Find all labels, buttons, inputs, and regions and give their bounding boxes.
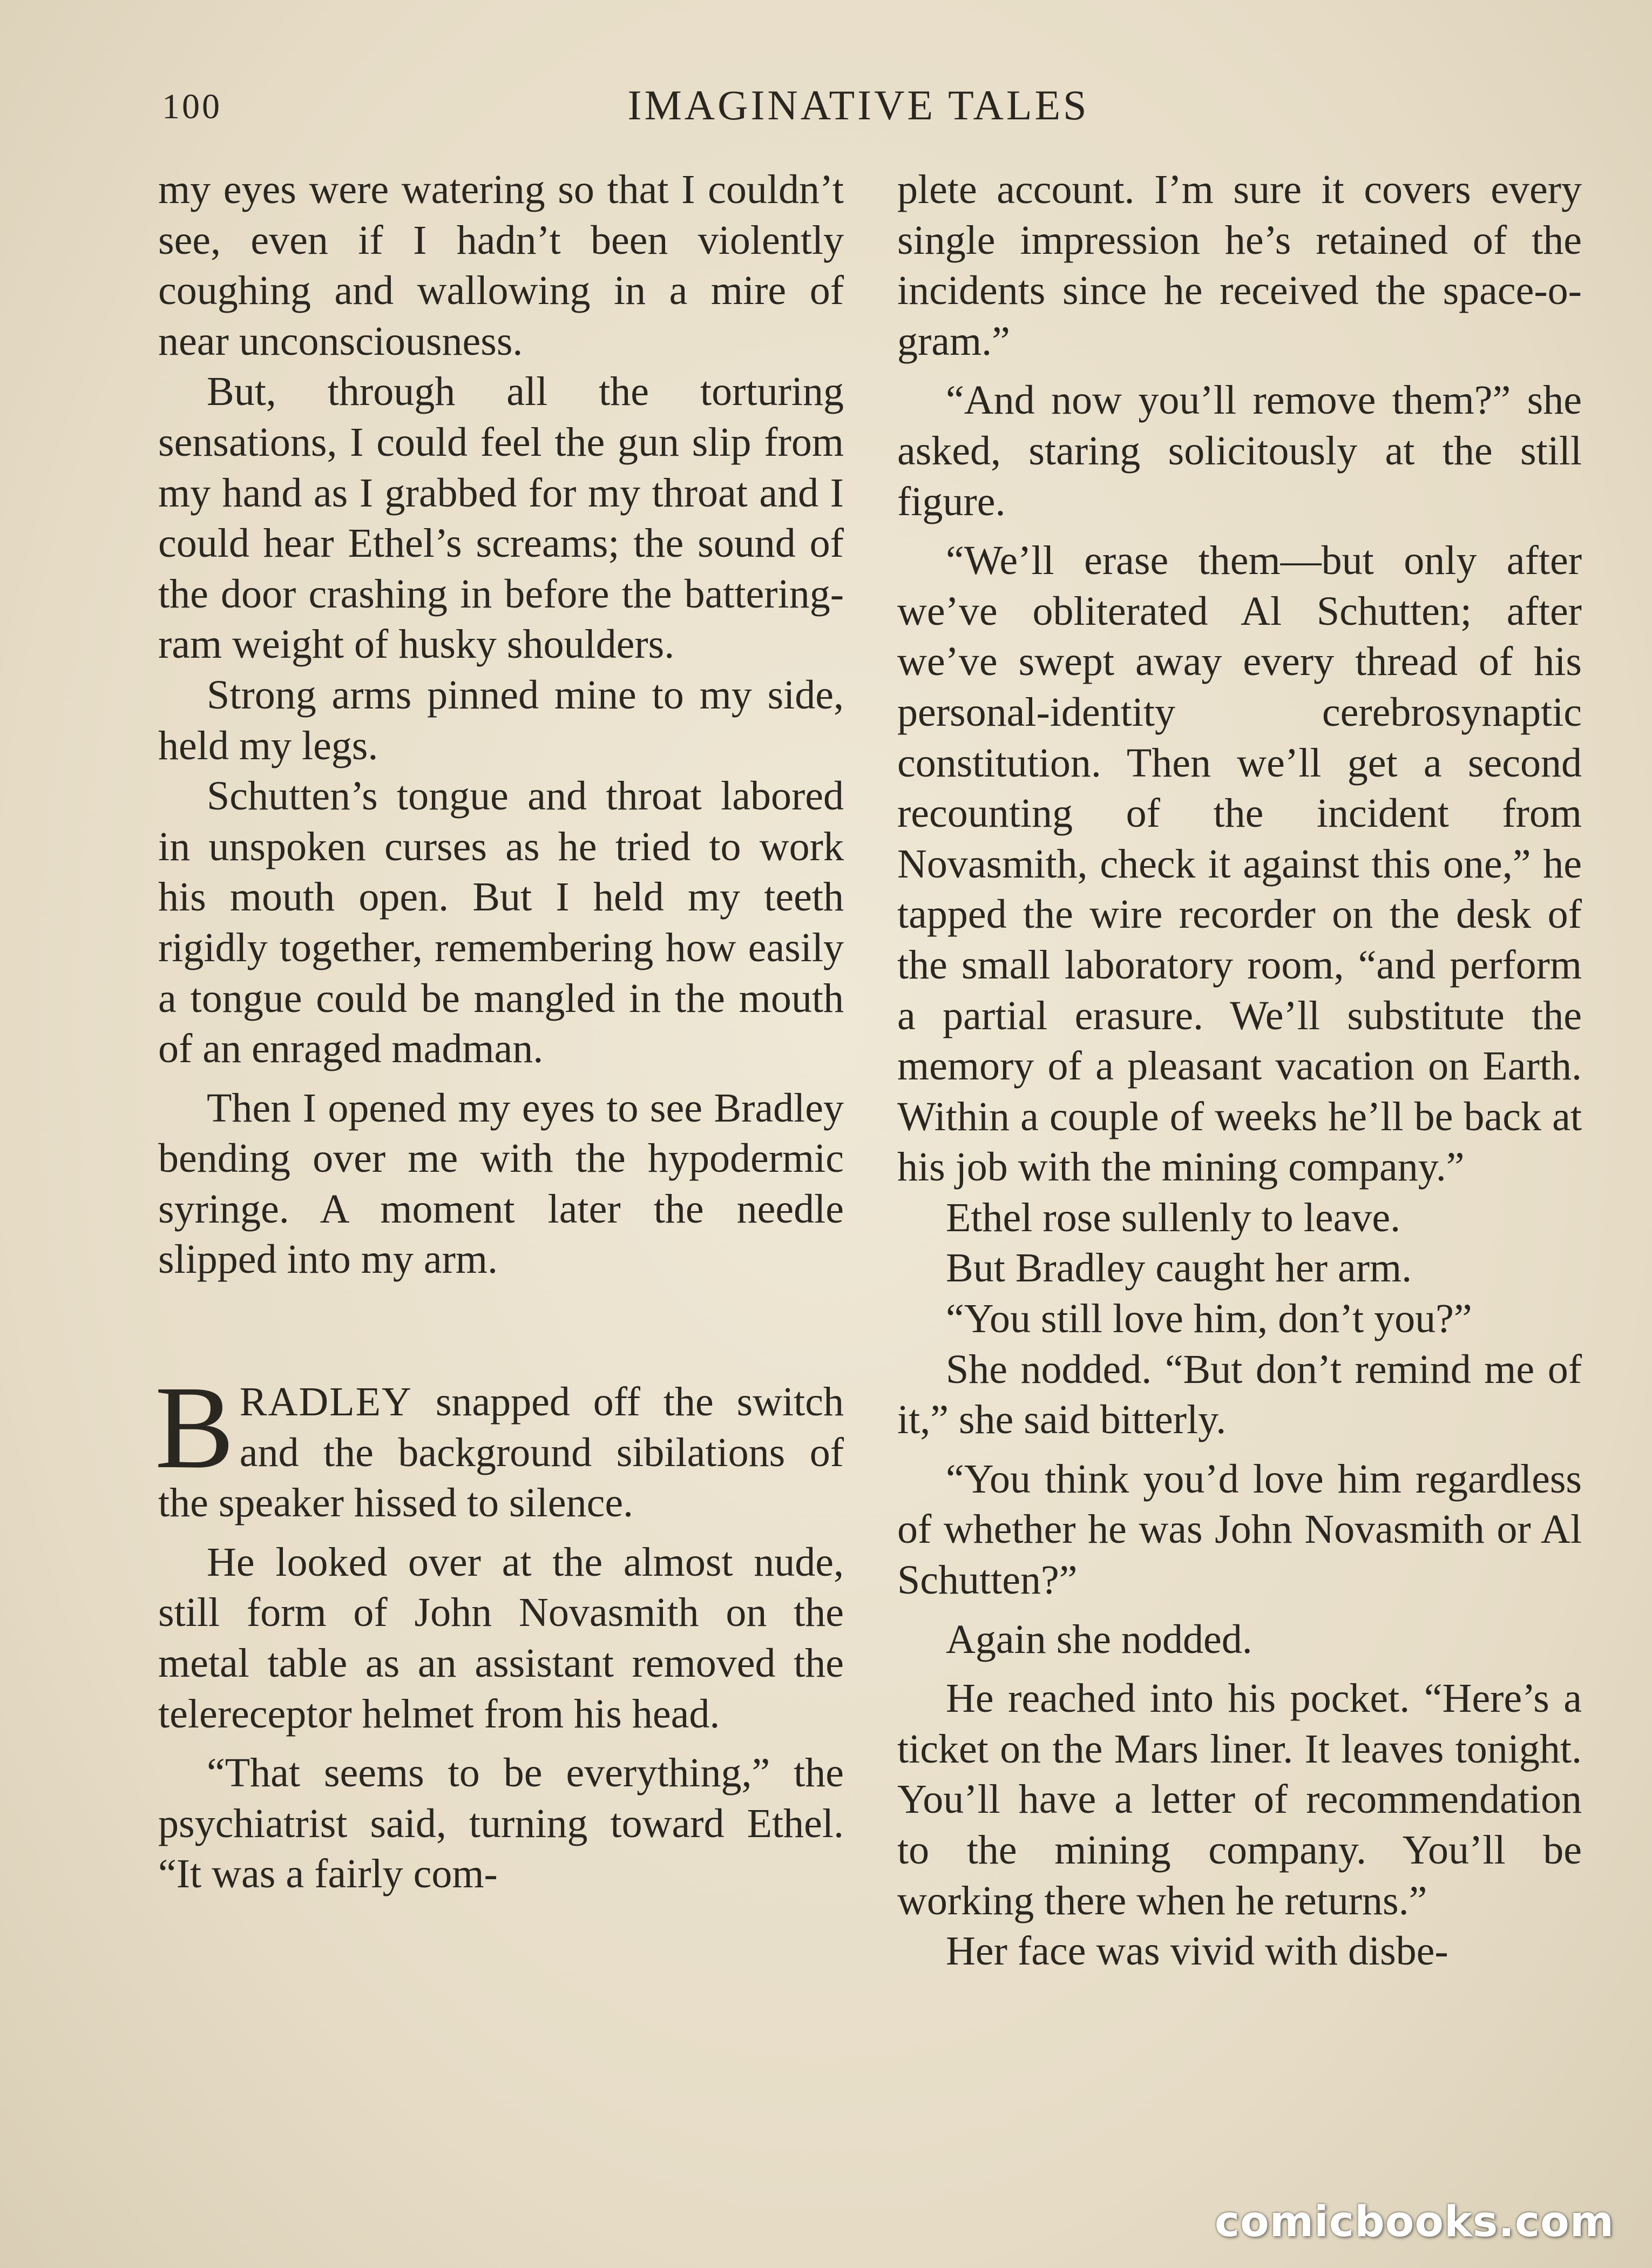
- paragraph: Strong arms pinned mine to my side, held my legs.: [158, 672, 844, 768]
- paragraph: “That seems to be everything,” the psychiatrist said, turning toward Ethel. “It was a fairly com-: [158, 1750, 844, 1897]
- page-number: 100: [162, 87, 222, 126]
- small-caps-word: RADLEY: [239, 1379, 412, 1425]
- paragraph: “You think you’d love him regardless of whether he was John Novasmith or Al Schutten?”: [897, 1456, 1582, 1603]
- paragraph: “We’ll erase them—but only after we’ve obliterated Al Schutten; after we’ve swept away every thread of his personal-identity cerebrosynaptic constitution. Then we’ll get a second recounting of the incident from Novasmith, check it against this one,” he tapped the wire recorder on the desk of the small laboratory room, “and perform a partial erasure. We’ll substitute the memory of a pleasant vacation on Earth. Within a couple of weeks he’ll be back at his job with the mining company.”: [897, 538, 1582, 1190]
- paragraph-text: snapped off the switch and the background sibilations of the speaker hissed to silence.: [158, 1379, 844, 1526]
- drop-cap-paragraph: [155, 1361, 844, 1529]
- paragraph: plete account. I’m sure it covers every single impression he’s retained of the incidents since he received the space-o-gram.”: [897, 167, 1582, 364]
- paragraph: Her face was vivid with disbe-: [946, 1928, 1448, 1974]
- watermark: comicbooks.com: [1214, 2198, 1614, 2246]
- paragraph: Schutten’s tongue and throat labored in unspoken curses as he tried to work his mouth open. But I held my teeth rigidly together, remembering how easily a tongue could be mangled in the mouth of an enraged madman.: [158, 773, 844, 1072]
- paragraph: my eyes were watering so that I couldn’t see, even if I hadn’t been violently coughing and wallowing in a mire of near unconsciousness.: [158, 167, 844, 364]
- right-column: [897, 165, 1582, 1977]
- left-column: [155, 165, 844, 1900]
- paragraph: Again she nodded.: [946, 1616, 1252, 1662]
- paragraph: She nodded. “But don’t remind me of it,” she said bitterly.: [897, 1346, 1582, 1443]
- paragraph: But Bradley caught her arm.: [946, 1245, 1412, 1291]
- paragraph: He looked over at the almost nude, still form of John Novasmith on the metal table as an assistant removed the telereceptor helmet from his head.: [158, 1539, 844, 1737]
- paragraph: But, through all the torturing sensations, I could feel the gun slip from my hand as I grabbed for my throat and I could hear Ethel’s screams; the sound of the door crashing in before the battering-ram weight of husky shoulders.: [158, 369, 844, 667]
- running-title: IMAGINATIVE TALES: [627, 82, 1089, 129]
- drop-cap: B: [155, 1361, 234, 1494]
- paragraph: “You still love him, don’t you?”: [946, 1296, 1472, 1342]
- paragraph: “And now you’ll remove them?” she asked, staring solicitously at the still figure.: [897, 377, 1582, 524]
- paragraph: Then I opened my eyes to see Bradley bending over me with the hypodermic syringe. A moment later the needle slipped into my arm.: [158, 1085, 844, 1282]
- paragraph: Ethel rose sullenly to leave.: [946, 1194, 1401, 1240]
- page-header: [162, 81, 1587, 140]
- paragraph: He reached into his pocket. “Here’s a ticket on the Mars liner. It leaves tonight. You’ll have a letter of recommendation to the mining company. You’ll be working there when he returns.”: [897, 1676, 1582, 1923]
- section-break: [158, 1285, 844, 1377]
